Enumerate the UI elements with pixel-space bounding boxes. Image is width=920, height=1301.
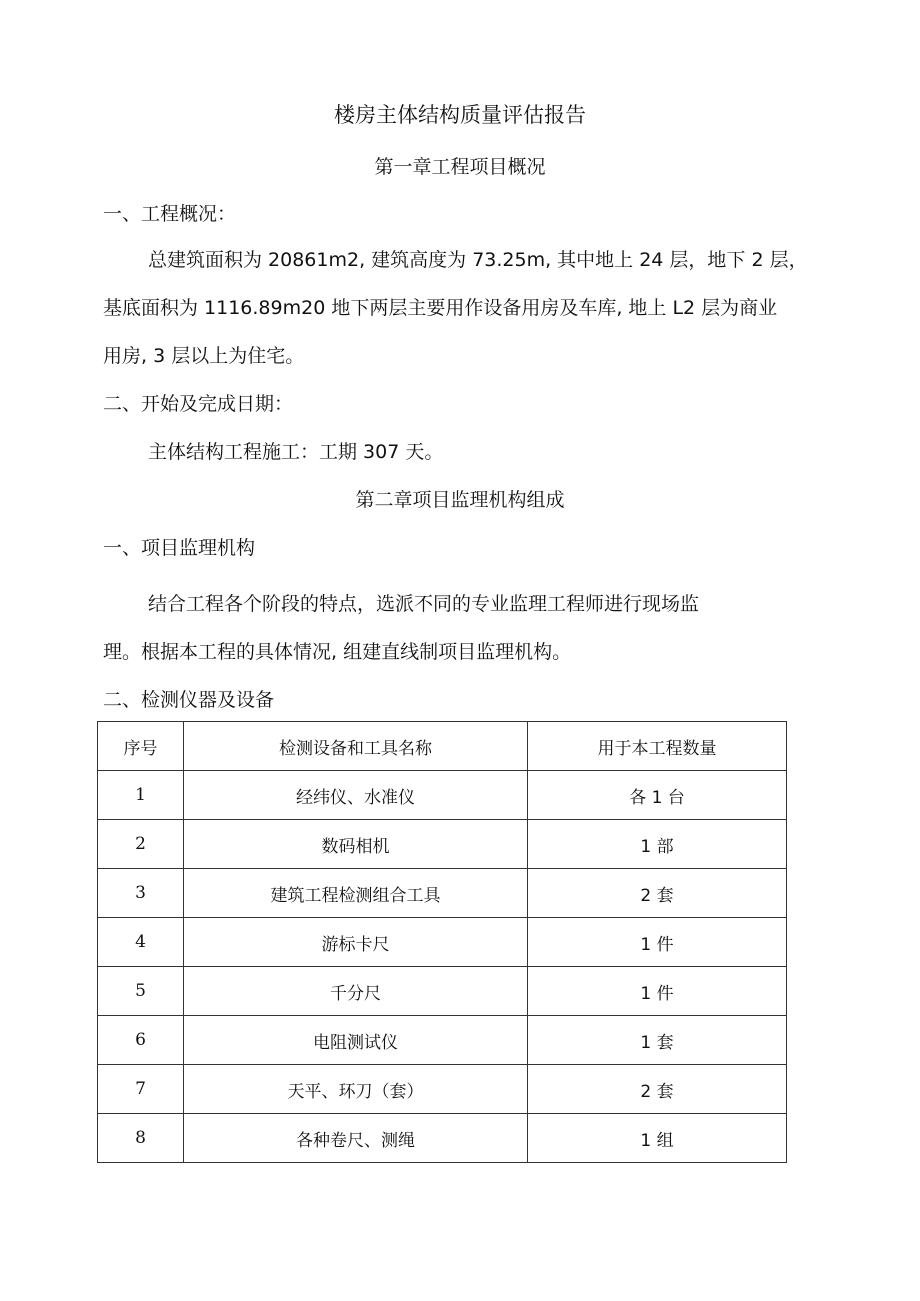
row-number: 2 bbox=[98, 820, 184, 869]
chapter-1-heading: 第一章工程项目概况 bbox=[374, 156, 546, 178]
table-row bbox=[98, 771, 787, 820]
row-number: 4 bbox=[98, 918, 184, 967]
overview-paragraph-line-2: 基底面积为 1116.89m20 地下两层主要用作设备用房及车库, 地上 L2 层为商业 bbox=[103, 297, 778, 319]
chapter-2-heading: 第二章项目监理机构组成 bbox=[355, 489, 565, 511]
equipment-quantity: 2 套 bbox=[528, 1065, 787, 1114]
column-header-name: 检测设备和工具名称 bbox=[184, 722, 528, 771]
section-overview-heading: 一、工程概况： bbox=[103, 203, 237, 225]
equipment-name: 电阻测试仪 bbox=[184, 1016, 528, 1065]
equipment-quantity: 2 套 bbox=[528, 869, 787, 918]
table-row bbox=[98, 1114, 787, 1163]
table-row bbox=[98, 918, 787, 967]
table-row bbox=[98, 967, 787, 1016]
table-header-row bbox=[98, 722, 787, 771]
equipment-name: 游标卡尺 bbox=[184, 918, 528, 967]
row-number: 3 bbox=[98, 869, 184, 918]
equipment-name: 天平、环刀（套） bbox=[184, 1065, 528, 1114]
dates-paragraph: 主体结构工程施工：工期 307 天。 bbox=[148, 441, 444, 463]
overview-paragraph-line-3: 用房, 3 层以上为住宅。 bbox=[103, 345, 305, 367]
table-row bbox=[98, 820, 787, 869]
equipment-name: 建筑工程检测组合工具 bbox=[184, 869, 528, 918]
table-row bbox=[98, 1016, 787, 1065]
table-row bbox=[98, 869, 787, 918]
overview-paragraph-line-1: 总建筑面积为 20861m2, 建筑高度为 73.25m, 其中地上 24 层，地下 2 层， bbox=[148, 249, 808, 271]
equipment-name: 数码相机 bbox=[184, 820, 528, 869]
equipment-quantity: 1 套 bbox=[528, 1016, 787, 1065]
equipment-name: 各种卷尺、测绳 bbox=[184, 1114, 528, 1163]
row-number: 6 bbox=[98, 1016, 184, 1065]
equipment-name: 千分尺 bbox=[184, 967, 528, 1016]
equipment-quantity: 1 件 bbox=[528, 918, 787, 967]
row-number: 5 bbox=[98, 967, 184, 1016]
section-organization-heading: 一、项目监理机构 bbox=[103, 537, 256, 559]
row-number: 8 bbox=[98, 1114, 184, 1163]
report-title: 楼房主体结构质量评估报告 bbox=[334, 103, 586, 127]
equipment-quantity: 1 部 bbox=[528, 820, 787, 869]
equipment-name: 经纬仪、水准仪 bbox=[184, 771, 528, 820]
equipment-quantity: 1 件 bbox=[528, 967, 787, 1016]
row-number: 1 bbox=[98, 771, 184, 820]
equipment-quantity: 1 组 bbox=[528, 1114, 787, 1163]
table-row bbox=[98, 1065, 787, 1114]
row-number: 7 bbox=[98, 1065, 184, 1114]
section-dates-heading: 二、开始及完成日期： bbox=[103, 393, 294, 415]
organization-paragraph-line-2: 理。根据本工程的具体情况, 组建直线制项目监理机构。 bbox=[103, 641, 572, 663]
organization-paragraph-line-1: 结合工程各个阶段的特点，选派不同的专业监理工程师进行现场监 bbox=[148, 593, 700, 615]
section-equipment-heading: 二、检测仪器及设备 bbox=[103, 689, 275, 711]
equipment-quantity: 各 1 台 bbox=[528, 771, 787, 820]
column-header-no: 序号 bbox=[98, 722, 184, 771]
column-header-qty: 用于本工程数量 bbox=[528, 722, 787, 771]
equipment-table bbox=[97, 721, 787, 1163]
